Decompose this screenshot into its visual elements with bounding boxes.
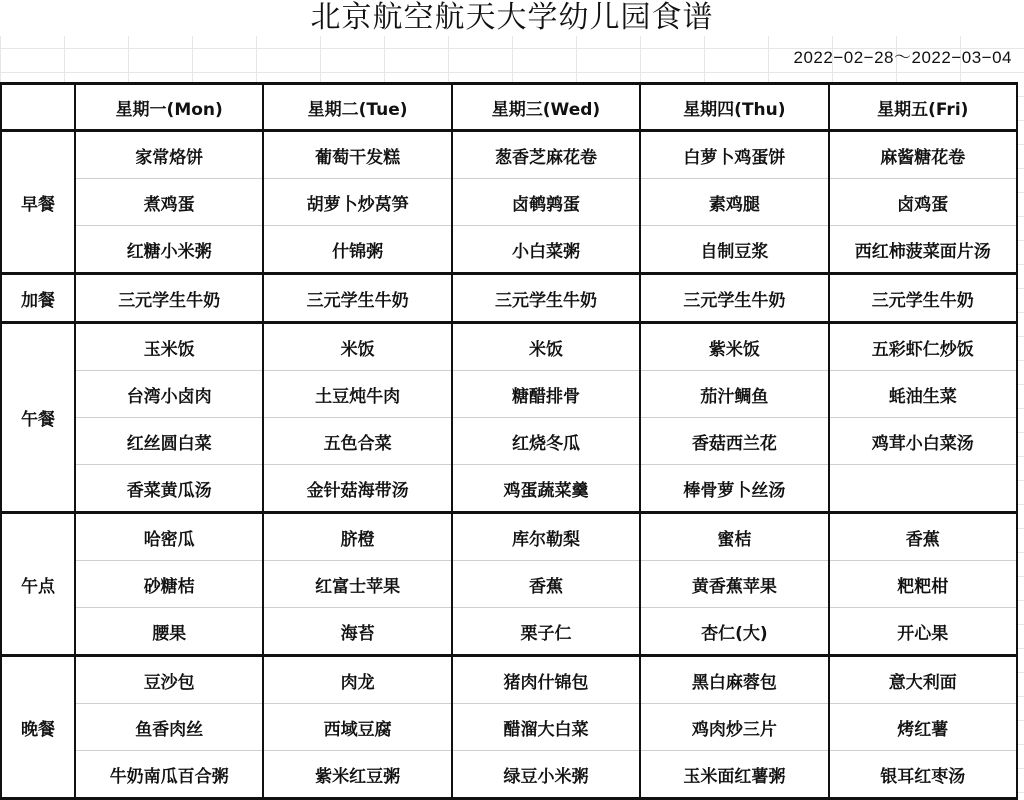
table-row [1, 513, 1017, 561]
dish-cell: 红烧冬瓜 [452, 418, 640, 465]
date-range: 2022−02−28～2022−03−04 [793, 48, 1012, 67]
dish-cell: 香菇西兰花 [640, 418, 828, 465]
dish-cell: 五彩虾仁炒饭 [829, 323, 1017, 371]
dish-cell: 蚝油生菜 [829, 371, 1017, 418]
dish-cell: 素鸡腿 [640, 179, 828, 226]
dish-cell: 杏仁(大) [640, 608, 828, 656]
dish-cell: 三元学生牛奶 [640, 274, 828, 323]
day-header: 星期四(Thu) [640, 84, 828, 131]
dish-cell: 鸡肉炒三片 [640, 704, 828, 751]
dish-cell: 香菜黄瓜汤 [75, 465, 263, 513]
dish-cell: 黄香蕉苹果 [640, 561, 828, 608]
dish-cell: 金针菇海带汤 [263, 465, 451, 513]
dish-cell: 糖醋排骨 [452, 371, 640, 418]
day-header: 星期二(Tue) [263, 84, 451, 131]
dish-cell: 麻酱糖花卷 [829, 131, 1017, 179]
dish-cell: 茄汁鲷鱼 [640, 371, 828, 418]
dish-cell: 鱼香肉丝 [75, 704, 263, 751]
dish-cell: 三元学生牛奶 [263, 274, 451, 323]
dish-cell: 棒骨萝卜丝汤 [640, 465, 828, 513]
dish-cell: 腰果 [75, 608, 263, 656]
dish-cell: 胡萝卜炒莴笋 [263, 179, 451, 226]
meal-label: 午点 [1, 513, 75, 656]
menu-body [1, 131, 1017, 799]
dish-cell: 三元学生牛奶 [829, 274, 1017, 323]
dish-cell: 卤鹌鹑蛋 [452, 179, 640, 226]
dish-cell: 红富士苹果 [263, 561, 451, 608]
dish-cell: 哈密瓜 [75, 513, 263, 561]
dish-cell: 鸡茸小白菜汤 [829, 418, 1017, 465]
dish-cell: 香蕉 [452, 561, 640, 608]
dish-cell: 紫米红豆粥 [263, 751, 451, 799]
dish-cell: 牛奶南瓜百合粥 [75, 751, 263, 799]
dish-cell: 米饭 [263, 323, 451, 371]
dish-cell: 脐橙 [263, 513, 451, 561]
dish-cell: 醋溜大白菜 [452, 704, 640, 751]
dish-cell: 烤红薯 [829, 704, 1017, 751]
table-row [1, 131, 1017, 179]
table-row [1, 274, 1017, 323]
table-row [1, 704, 1017, 751]
corner-cell [1, 84, 75, 131]
table-row [1, 226, 1017, 274]
meal-label: 加餐 [1, 274, 75, 323]
table-row [1, 179, 1017, 226]
dish-cell: 鸡蛋蔬菜羹 [452, 465, 640, 513]
day-header: 星期五(Fri) [829, 84, 1017, 131]
dish-cell: 土豆炖牛肉 [263, 371, 451, 418]
dish-cell: 海苔 [263, 608, 451, 656]
dish-cell: 粑粑柑 [829, 561, 1017, 608]
dish-cell: 豆沙包 [75, 656, 263, 704]
day-header: 星期一(Mon) [75, 84, 263, 131]
dish-cell: 葡萄干发糕 [263, 131, 451, 179]
dish-cell: 绿豆小米粥 [452, 751, 640, 799]
dish-cell: 猪肉什锦包 [452, 656, 640, 704]
dish-cell: 银耳红枣汤 [829, 751, 1017, 799]
dish-cell: 什锦粥 [263, 226, 451, 274]
dish-cell: 家常烙饼 [75, 131, 263, 179]
dish-cell: 台湾小卤肉 [75, 371, 263, 418]
dish-cell: 香蕉 [829, 513, 1017, 561]
table-row [1, 418, 1017, 465]
dish-cell: 卤鸡蛋 [829, 179, 1017, 226]
day-header: 星期三(Wed) [452, 84, 640, 131]
dish-cell: 小白菜粥 [452, 226, 640, 274]
dish-cell: 煮鸡蛋 [75, 179, 263, 226]
dish-cell: 黑白麻蓉包 [640, 656, 828, 704]
dish-cell: 紫米饭 [640, 323, 828, 371]
dish-cell: 肉龙 [263, 656, 451, 704]
dish-cell: 葱香芝麻花卷 [452, 131, 640, 179]
table-row [1, 608, 1017, 656]
meal-label: 早餐 [1, 131, 75, 274]
dish-cell: 开心果 [829, 608, 1017, 656]
table-row [1, 751, 1017, 799]
page-title: 北京航空航天大学幼儿园食谱 [0, 0, 1024, 36]
meal-label: 午餐 [1, 323, 75, 513]
dish-cell: 栗子仁 [452, 608, 640, 656]
dish-cell: 五色合菜 [263, 418, 451, 465]
header-row [1, 84, 1017, 131]
dish-cell [829, 465, 1017, 513]
table-row [1, 323, 1017, 371]
menu-table [0, 82, 1018, 800]
dish-cell: 玉米面红薯粥 [640, 751, 828, 799]
dish-cell: 三元学生牛奶 [75, 274, 263, 323]
dish-cell: 西域豆腐 [263, 704, 451, 751]
table-row [1, 561, 1017, 608]
dish-cell: 意大利面 [829, 656, 1017, 704]
table-row [1, 656, 1017, 704]
dish-cell: 蜜桔 [640, 513, 828, 561]
dish-cell: 玉米饭 [75, 323, 263, 371]
dish-cell: 白萝卜鸡蛋饼 [640, 131, 828, 179]
dish-cell: 自制豆浆 [640, 226, 828, 274]
meal-label: 晚餐 [1, 656, 75, 799]
table-row [1, 371, 1017, 418]
dish-cell: 库尔勒梨 [452, 513, 640, 561]
table-row [1, 465, 1017, 513]
dish-cell: 红糖小米粥 [75, 226, 263, 274]
dish-cell: 砂糖桔 [75, 561, 263, 608]
dish-cell: 三元学生牛奶 [452, 274, 640, 323]
dish-cell: 米饭 [452, 323, 640, 371]
dish-cell: 红丝圆白菜 [75, 418, 263, 465]
dish-cell: 西红柿菠菜面片汤 [829, 226, 1017, 274]
